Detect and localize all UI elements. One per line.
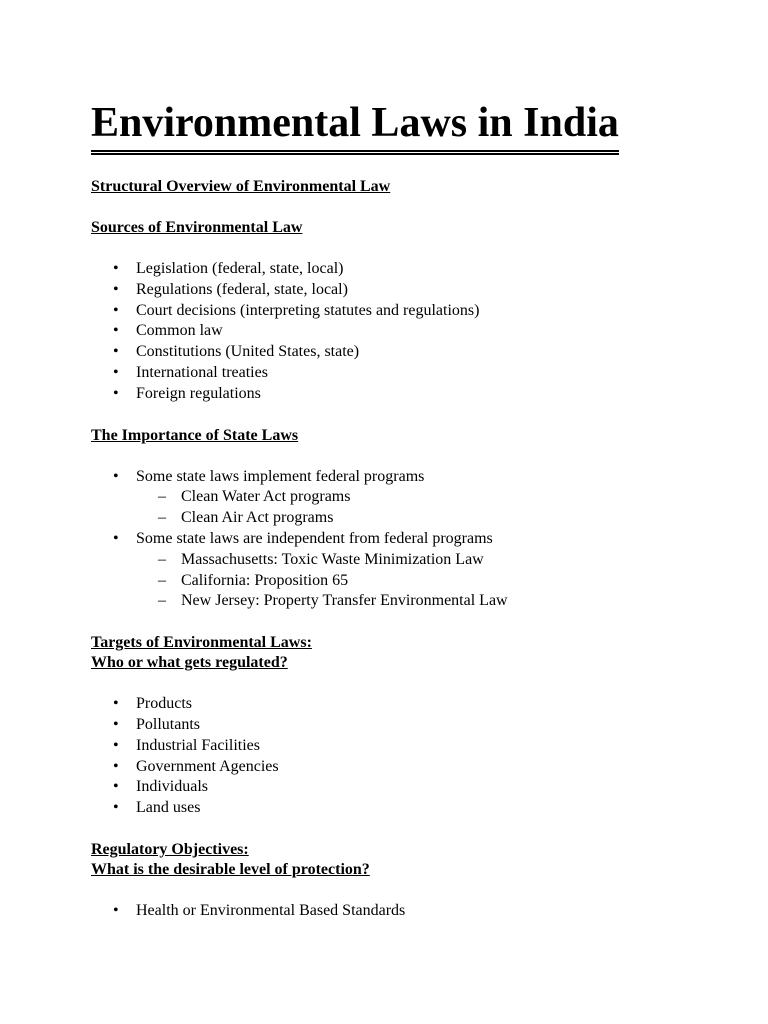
bullet-icon: • <box>113 301 119 319</box>
bullet-icon: • <box>113 695 119 713</box>
document-page <box>91 98 731 922</box>
state-laws-list <box>91 467 731 613</box>
targets-heading-line2: Who or what gets regulated? <box>91 654 288 672</box>
bullet-icon: • <box>113 467 119 485</box>
list-item: • Pollutants <box>91 715 731 736</box>
list-item: • Industrial Facilities <box>91 736 731 757</box>
list-item: • Government Agencies <box>91 757 731 778</box>
bullet-icon: • <box>113 901 119 919</box>
bullet-icon: • <box>113 736 119 754</box>
list-item: • Individuals <box>91 777 731 798</box>
list-item: • Some state laws are independent from federal programs – Massachusetts: Toxic Waste Minimization Law – California: Proposition 65 – New Jersey: Property Transfer Environmental Law <box>91 529 731 612</box>
structural-overview-heading: Structural Overview of Environmental Law <box>91 178 391 195</box>
list-item: • Foreign regulations <box>91 384 731 405</box>
bullet-icon: • <box>113 778 119 796</box>
list-item: • Constitutions (United States, state) <box>91 342 731 363</box>
bullet-icon: • <box>113 343 119 361</box>
state-laws-heading: The Importance of State Laws <box>91 426 299 444</box>
objectives-heading-line2: What is the desirable level of protection? <box>91 860 370 878</box>
dash-icon: – <box>158 509 166 527</box>
dash-icon: – <box>158 550 166 568</box>
bullet-icon: • <box>113 799 119 817</box>
sources-list <box>91 259 731 405</box>
list-item: • Health or Environmental Based Standards <box>91 901 731 922</box>
bullet-icon: • <box>113 384 119 402</box>
list-item: • International treaties <box>91 363 731 384</box>
targets-heading-line1: Targets of Environmental Laws: <box>91 634 312 652</box>
bullet-icon: • <box>113 757 119 775</box>
sub-list-item: – Clean Water Act programs <box>136 487 731 508</box>
list-item: • Common law <box>91 321 731 342</box>
objectives-list <box>91 901 731 922</box>
bullet-icon: • <box>113 280 119 298</box>
sub-list <box>136 550 731 612</box>
bullet-icon: • <box>113 363 119 381</box>
bullet-icon: • <box>113 529 119 547</box>
list-item: • Land uses <box>91 798 731 819</box>
dash-icon: – <box>158 571 166 589</box>
list-item: • Some state laws implement federal programs – Clean Water Act programs – Clean Air Act programs <box>91 467 731 529</box>
objectives-heading-line1: Regulatory Objectives: <box>91 840 249 858</box>
list-item: • Court decisions (interpreting statutes and regulations) <box>91 301 731 322</box>
dash-icon: – <box>158 488 166 506</box>
list-item: • Regulations (federal, state, local) <box>91 280 731 301</box>
dash-icon: – <box>158 592 166 610</box>
bullet-icon: • <box>113 260 119 277</box>
list-item: • Products <box>91 694 731 715</box>
bullet-icon: • <box>113 322 119 340</box>
sub-list-item: – Clean Air Act programs <box>136 508 731 529</box>
bullet-icon: • <box>113 715 119 733</box>
sub-list-item: – California: Proposition 65 <box>136 571 731 592</box>
list-item: • Legislation (federal, state, local) <box>91 259 731 280</box>
sub-list-item: – New Jersey: Property Transfer Environmental Law <box>136 591 731 612</box>
sub-list-item: – Massachusetts: Toxic Waste Minimization Law <box>136 550 731 571</box>
document-title: Environmental Laws in India <box>91 98 619 155</box>
sub-list <box>136 487 731 529</box>
targets-list <box>91 694 731 819</box>
sources-heading: Sources of Environmental Law <box>91 219 303 236</box>
